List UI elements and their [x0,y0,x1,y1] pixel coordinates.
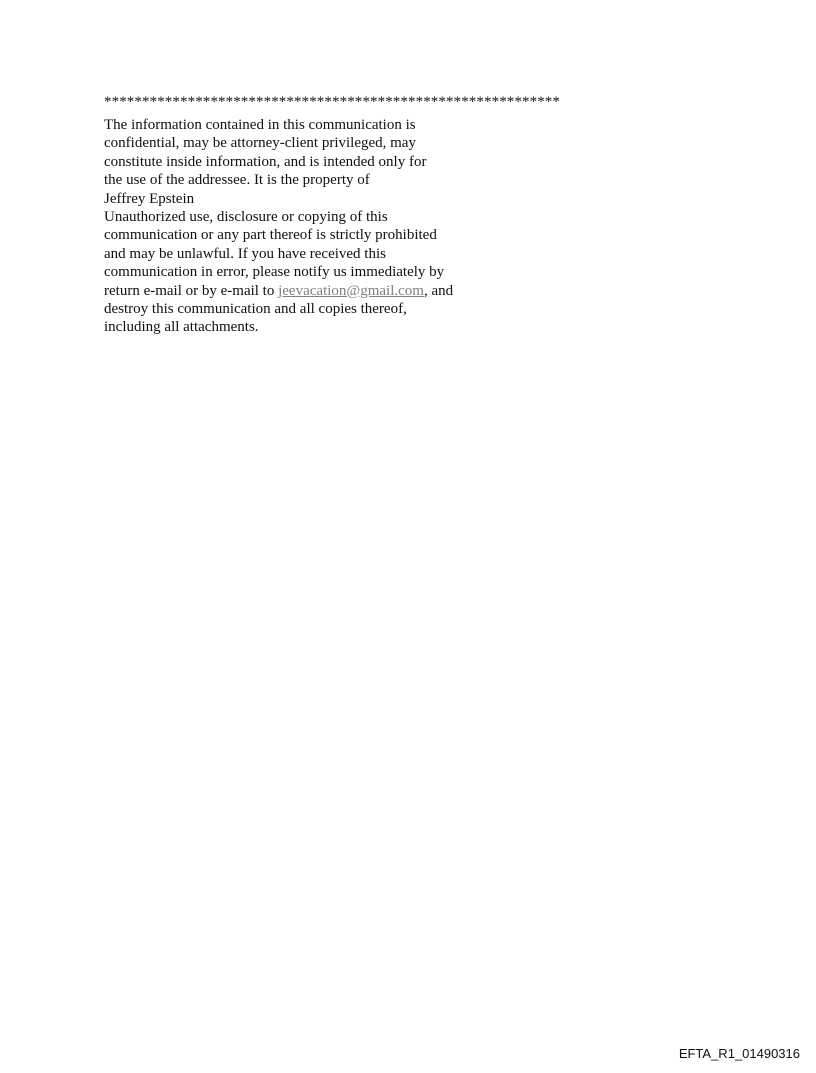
asterisk-separator: ************************************************************ [104,94,560,110]
notice-line-prefix: return e-mail or by e-mail to [104,282,279,299]
notice-line-with-email [104,282,453,300]
document-id-footer: EFTA_R1_01490316 [678,1046,800,1061]
notice-line: constitute inside information, and is intended only for [104,153,427,170]
notice-line-suffix: , and [423,282,454,299]
notice-line: and may be unlawful. If you have received this [104,245,386,262]
notice-line: The information contained in this communication is [104,117,416,133]
notice-line: the use of the addressee. It is the property of [104,172,370,189]
notice-line: including all attachments. [104,319,259,336]
notice-line: destroy this communication and all copies thereof, [104,301,407,318]
notice-line: confidential, may be attorney-client privileged, may [104,135,416,152]
notice-line: communication in error, please notify us immediately by [104,264,445,281]
notice-line: Unauthorized use, disclosure or copying of this [104,209,388,226]
email-link[interactable]: jeevacation@gmail.com [278,282,424,299]
confidentiality-notice [104,116,453,337]
notice-line: communication or any part thereof is strictly prohibited [104,227,437,244]
notice-line-owner: Jeffrey Epstein [104,190,195,207]
